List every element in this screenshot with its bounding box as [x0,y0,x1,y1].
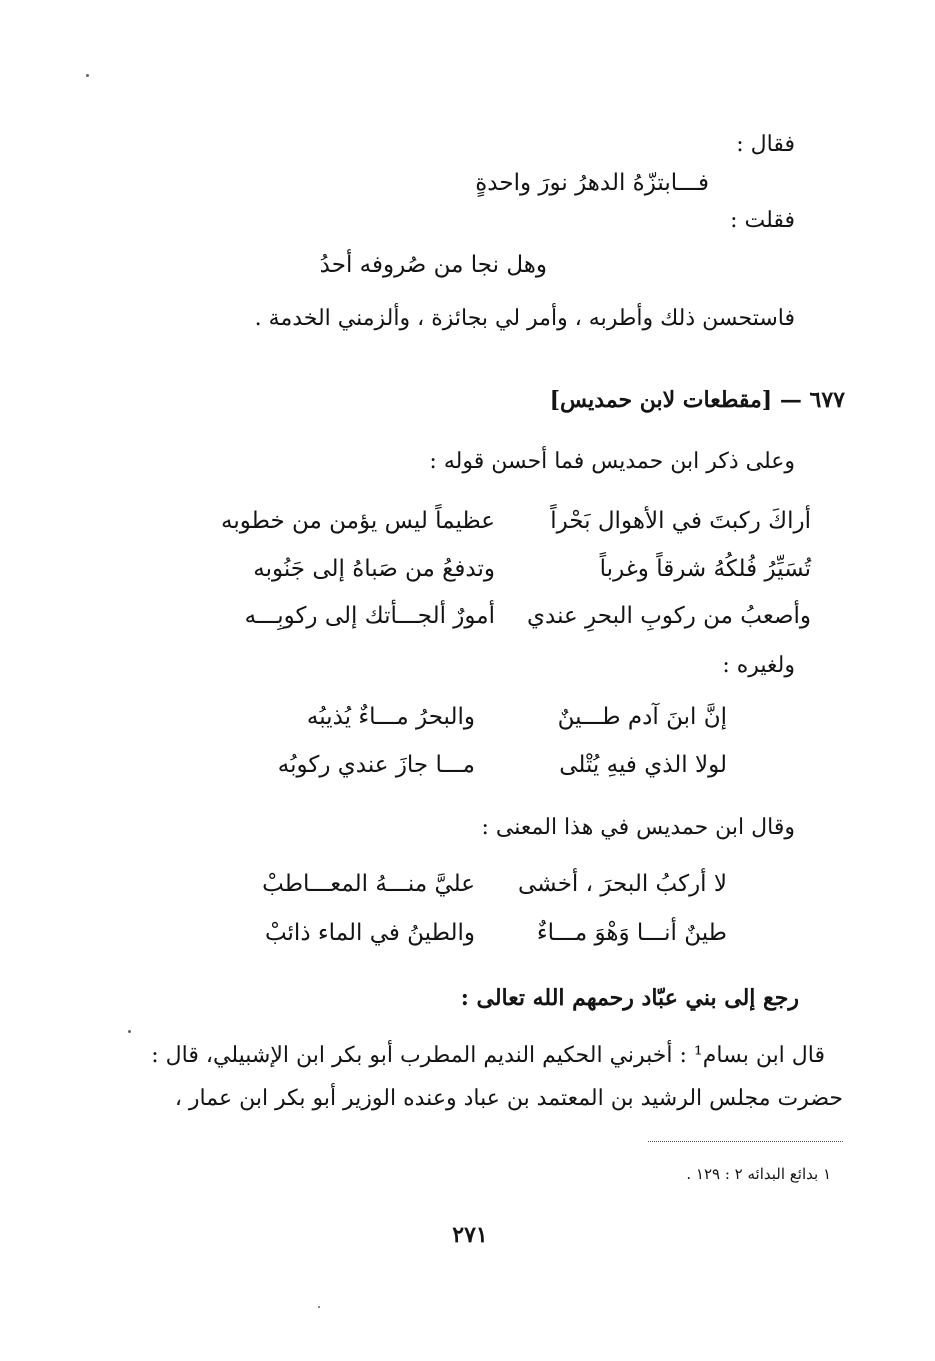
intro-line: وعلى ذكر ابن حمديس فما أحسن قوله : [429,449,795,474]
other-poet-label: ولغيره : [722,653,795,678]
verse-hemistich: لولا الذي فيهِ يُتْلى [559,752,727,778]
verse-hemistich: عظيماً ليس يؤمن من خطوبه [221,508,495,534]
verse-hemistich: أراكَ ركبتَ في الأهوال بَحْراً [550,508,811,534]
footnote-divider [648,1141,843,1142]
verse-hemistich: طينٌ أنـــا وَهْوَ مـــاءٌ [536,920,727,946]
scan-speck [128,1030,131,1033]
verse-hemistich: لا أركبُ البحرَ ، أخشى [518,871,727,897]
verse-hemistich: وأصعبُ من ركوبِ البحرِ عندي [527,603,811,629]
verse-hemistich: والبحرُ مـــاءٌ يُذيبُه [306,704,475,730]
section-title: [مقطعات لابن حمديس] [549,387,773,413]
verse-hemistich: أمورٌ ألجـــأتك إلى ركوبِـــه [244,603,495,629]
verse-hemistich: مـــا جازَ عندي ركوبُه [277,752,475,778]
section-heading [550,387,845,413]
said-label: فقال : [736,132,795,157]
paragraph-line: قال ابن بسام¹ : أخبرني الحكيم النديم المطرب أبو بكر ابن الإشبيلي، قال : [151,1043,825,1068]
verse-hemistich: تُسَيِّرُ فُلكُهُ شرقاً وغرباً [599,556,811,582]
ibn-hamdis-label: وقال ابن حمديس في هذا المعنى : [481,815,795,840]
footnote: ١ بدائع البدائه ٢ : ١٢٩ . [686,1165,831,1183]
scan-speck [318,1306,320,1308]
section-number: ٦٧٧ [809,387,845,413]
verse-line: وهل نجا من صُروفه أحدُ [319,252,547,278]
verse-hemistich: والطينُ في الماء ذائبْ [264,920,475,946]
page-number: ٢٧١ [452,1222,488,1248]
verse-line: فـــابتزّهُ الدهرُ نورَ واحدةٍ [475,170,709,196]
i-said-label: فقلت : [730,208,795,233]
heading-dash: — [779,387,802,413]
return-heading: رجع إلى بني عبّاد رحمهم الله تعالى : [460,985,799,1011]
paragraph-line: حضرت مجلس الرشيد بن المعتمد بن عباد وعنده الوزير أبو بكر ابن عمار ، [174,1086,843,1111]
verse-hemistich: إنَّ ابنَ آدم طـــينٌ [557,704,727,730]
verse-hemistich: عليَّ منـــهُ المعـــاطبْ [262,871,475,897]
paragraph-line: فاستحسن ذلك وأطربه ، وأمر لي بجائزة ، وألزمني الخدمة . [254,306,795,331]
scan-speck [86,74,89,77]
verse-hemistich: وتدفعُ من صَباهُ إلى جَنُوبه [253,556,495,582]
